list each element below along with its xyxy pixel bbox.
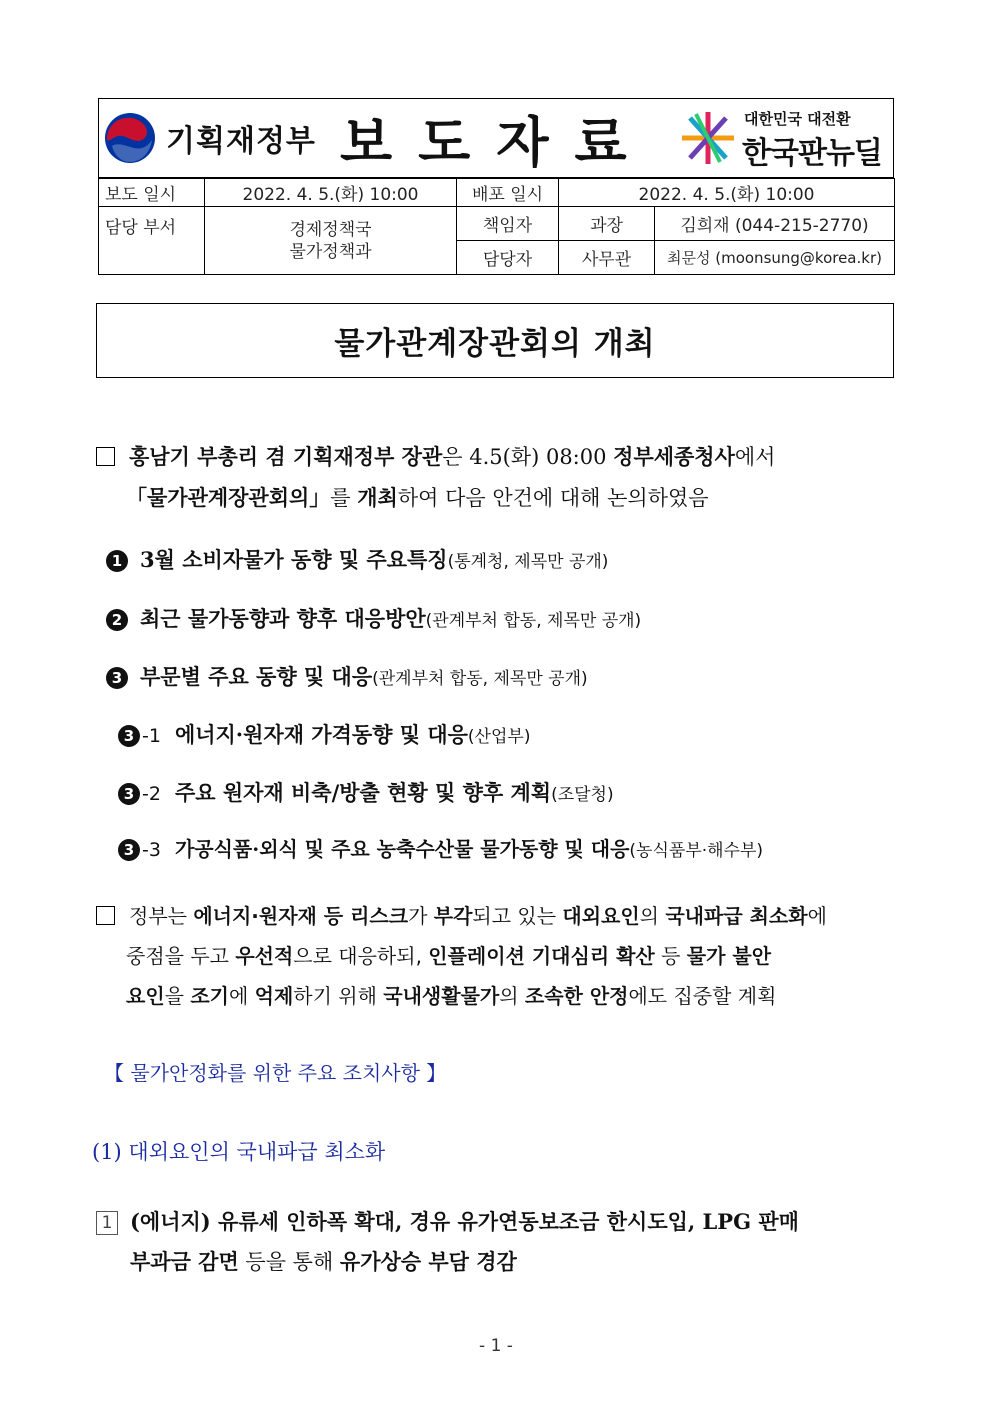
number-3-icon: 3	[118, 839, 140, 861]
measure-item-1-line2: 부과금 감면 등을 통해 유가상승 부담 경감	[130, 1249, 517, 1274]
para2-line2: 중점을 두고 우선적으로 대응하되, 인플레이션 기대심리 확산 등 물가 불안	[126, 944, 772, 968]
number-3-icon: 3	[118, 725, 140, 747]
subagenda-item-2: 3 -2 주요 원자재 비축/방출 현황 및 향후 계획(조달청)	[118, 777, 614, 807]
distribution-date-label: 배포 일시	[457, 179, 559, 207]
number-box-1-icon: 1	[96, 1211, 118, 1235]
number-1-icon: 1	[106, 550, 128, 572]
report-date-label: 보도 일시	[99, 179, 205, 207]
para1-line2: 「물가관계장관회의」를 개최하여 다음 안건에 대해 논의하였음	[126, 485, 709, 510]
agenda-item-2: 2 최근 물가동향과 향후 대응방안(관계부처 합동, 제목만 공개)	[106, 603, 641, 633]
para2-line1: 정부는 에너지·원자재 등 리스크가 부각되고 있는 대외요인의 국내파급 최소화에	[96, 900, 827, 929]
staff-contact: 최문성 (moonsung@korea.kr)	[655, 241, 895, 275]
department-label: 담당 부서	[99, 207, 205, 275]
new-deal-logo-icon	[678, 110, 738, 166]
new-deal-subtitle: 대한민국 대전환	[744, 110, 851, 128]
report-date: 2022. 4. 5.(화) 10:00	[205, 179, 457, 207]
government-emblem-icon	[104, 112, 156, 164]
department-bureau: 경제정책국	[289, 219, 372, 240]
responsible-label: 책임자	[457, 207, 559, 241]
subagenda-item-3: 3 -3 가공식품·외식 및 주요 농축수산물 물가동향 및 대응(농식품부·해수부)	[118, 833, 763, 862]
measure-item-1-line1: 1 (에너지) 유류세 인하폭 확대, 경유 유가연동보조금 한시도입, LPG 판매	[96, 1206, 799, 1236]
new-deal-title: 한국판뉴딜	[742, 136, 882, 171]
checkbox-bullet-icon	[96, 906, 115, 925]
number-3-icon: 3	[106, 667, 128, 689]
responsible-contact: 김희재 (044-215-2770)	[655, 207, 895, 241]
press-release-title: 보도자료	[340, 110, 653, 174]
document-title: 물가관계장관회의 개최	[334, 326, 656, 362]
para2-line3: 요인을 조기에 억제하기 위해 국내생활물가의 조속한 안정에도 집중할 계획	[126, 984, 777, 1008]
subsection-title: (1) 대외요인의 국내파급 최소화	[92, 1140, 386, 1164]
number-3-icon: 3	[118, 783, 140, 805]
department-division: 물가정책과	[289, 241, 372, 262]
release-info-table	[98, 178, 895, 275]
agenda-item-1: 1 3월 소비자물가 동향 및 주요특징(통계청, 제목만 공개)	[106, 544, 608, 574]
page-number: - 1 -	[479, 1336, 513, 1356]
title-box	[96, 303, 894, 378]
agenda-item-3: 3 부문별 주요 동향 및 대응(관계부처 합동, 제목만 공개)	[106, 661, 588, 691]
department	[205, 207, 457, 275]
staff-role: 사무관	[559, 241, 655, 275]
responsible-role: 과장	[559, 207, 655, 241]
staff-label: 담당자	[457, 241, 559, 275]
subagenda-item-1: 3 -1 에너지·원자재 가격동향 및 대응(산업부)	[118, 719, 530, 749]
ministry-name: 기획재정부	[166, 124, 316, 159]
checkbox-bullet-icon	[96, 447, 115, 466]
distribution-date: 2022. 4. 5.(화) 10:00	[559, 179, 895, 207]
section-header: 【 물가안정화를 위한 주요 조치사항 】	[104, 1061, 447, 1085]
number-2-icon: 2	[106, 609, 128, 631]
para1-line1: 홍남기 부총리 겸 기획재정부 장관은 4.5(화) 08:00 정부세종청사에서	[96, 441, 775, 471]
